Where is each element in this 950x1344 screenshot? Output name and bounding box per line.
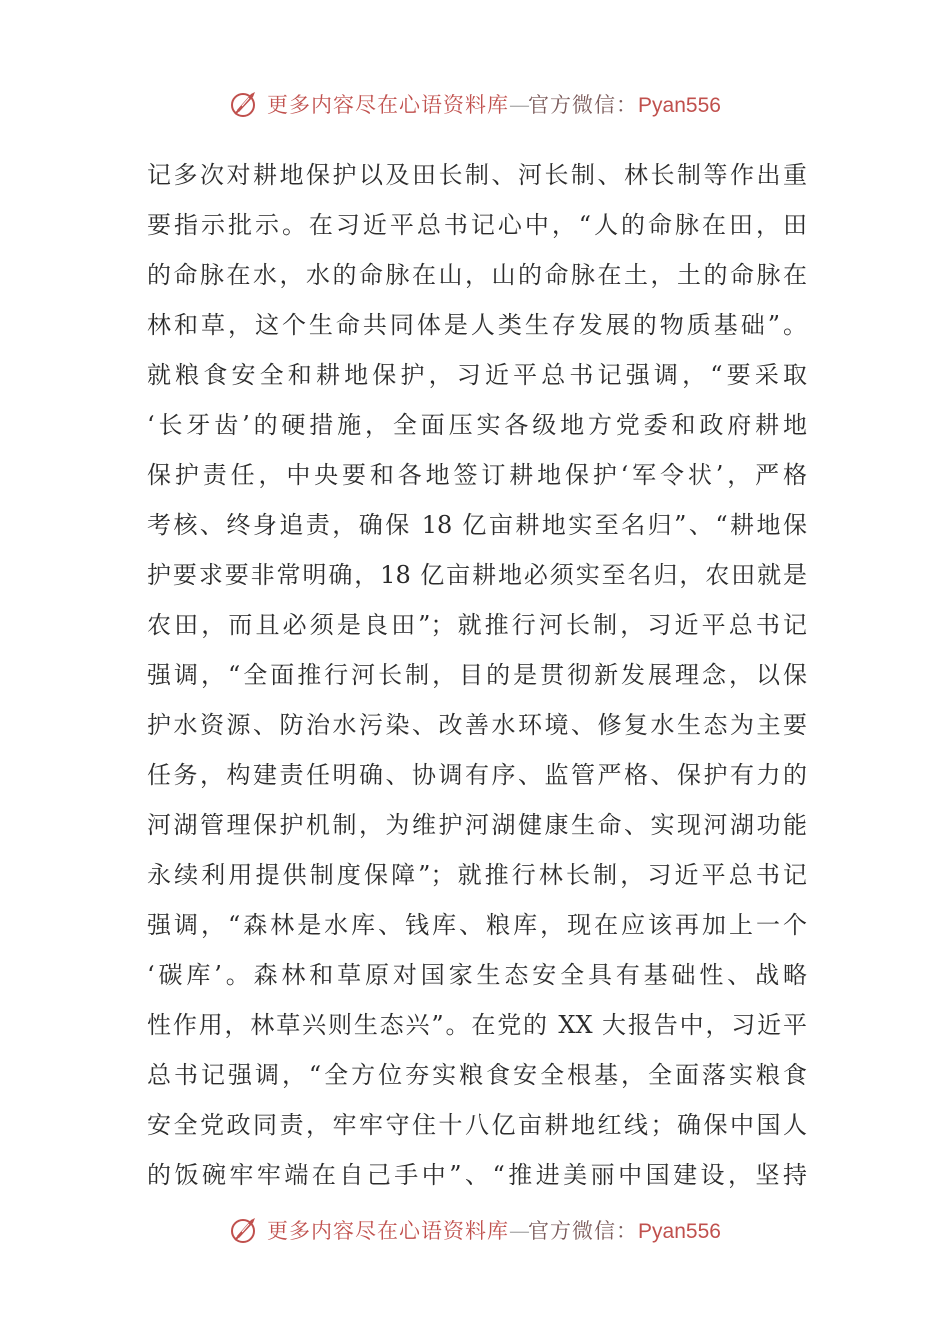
header-banner-separator: — [509,93,529,117]
footer-banner-label: 官方微信： [528,1219,639,1243]
body-line: 的命脉在水，水的命脉在山，山的命脉在土，土的命脉在 [147,261,807,289]
body-line: 农田，而且必须是良田”；就推行河长制，习近平总书记 [147,611,807,639]
body-line: 记多次对耕地保护以及田长制、河长制、林长制等作出重 [147,161,807,189]
body-line: 的饭碗牢牢端在自己手中”、“推进美丽中国建设，坚持 [147,1161,807,1189]
body-line: 就粮食安全和耕地保护，习近平总书记强调，“要采取 [147,361,807,389]
body-line: 任务，构建责任明确、协调有序、监管严格、保护有力的 [147,761,807,789]
header-banner-main: 更多内容尽在心语资料库 [267,93,510,117]
header-banner-wechat-id: Pyan556 [638,94,721,117]
body-line: 强调，“全面推行河长制，目的是贯彻新发展理念，以保 [147,661,807,689]
body-line: ‘长牙齿’的硬措施，全面压实各级地方党委和政府耕地 [147,411,807,439]
header-banner-label: 官方微信： [528,93,639,117]
feather-pen-logo-icon [229,88,261,120]
body-line: 考核、终身追责，确保 18 亿亩耕地实至名归”、“耕地保 [147,511,807,539]
header-banner-text [267,89,721,119]
body-line: 护水资源、防治水污染、改善水环境、修复水生态为主要 [147,711,807,739]
footer-banner-text [267,1215,721,1245]
footer-banner-main: 更多内容尽在心语资料库 [267,1219,510,1243]
footer-banner [0,1210,950,1250]
body-line: 永续利用提供制度保障”；就推行林长制，习近平总书记 [147,861,807,889]
body-line: 总书记强调，“全方位夯实粮食安全根基，全面落实粮食 [147,1061,807,1089]
footer-banner-separator: — [509,1219,529,1243]
document-body [147,150,807,1200]
footer-banner-wechat-id: Pyan556 [638,1220,721,1243]
body-line: 林和草，这个生命共同体是人类生存发展的物质基础”。 [147,311,807,339]
body-line: 河湖管理保护机制，为维护河湖健康生命、实现河湖功能 [147,811,807,839]
body-line: ‘碳库’。森林和草原对国家生态安全具有基础性、战略 [147,961,807,989]
feather-pen-logo-icon [229,1214,261,1246]
header-banner [0,84,950,124]
body-line: 安全党政同责，牢牢守住十八亿亩耕地红线；确保中国人 [147,1111,807,1139]
body-line: 强调，“森林是水库、钱库、粮库，现在应该再加上一个 [147,911,807,939]
body-line: 性作用，林草兴则生态兴”。在党的 XX 大报告中，习近平 [147,1011,807,1039]
body-line: 要指示批示。在习近平总书记心中，“人的命脉在田，田 [147,211,807,239]
body-line: 护要求要非常明确，18 亿亩耕地必须实至名归，农田就是 [147,561,807,589]
body-line: 保护责任，中央要和各地签订耕地保护‘军令状’，严格 [147,461,807,489]
